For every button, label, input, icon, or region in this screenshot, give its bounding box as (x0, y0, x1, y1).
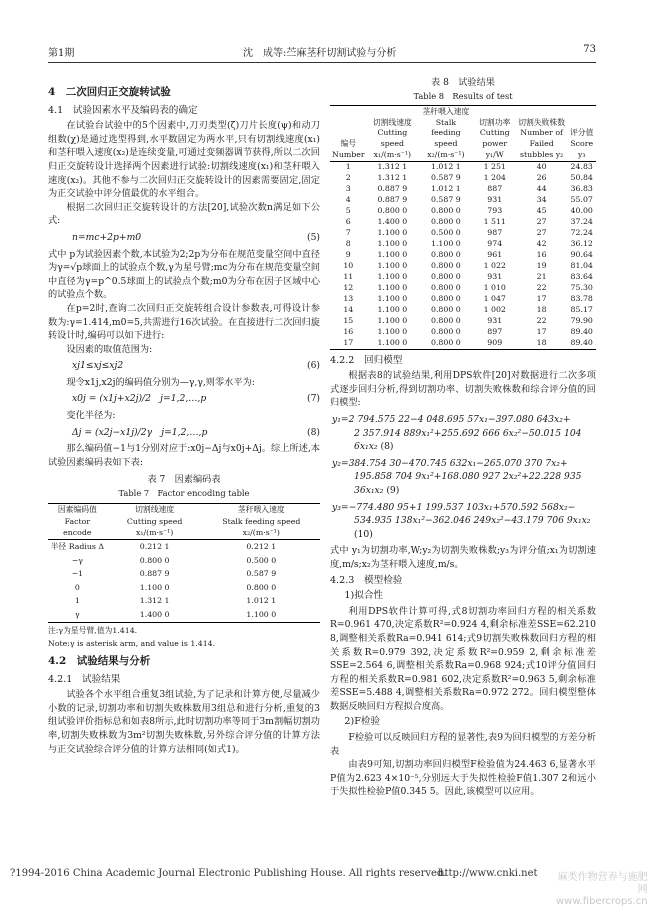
table-cell: 0.800 0 (430, 315, 461, 325)
table-row (48, 568, 320, 582)
table-row (330, 228, 596, 239)
table-cell: 931 (487, 315, 503, 325)
table-cell: 1.012 1 (430, 184, 461, 194)
table-row (330, 283, 596, 294)
table-cell: 1.100 0 (377, 239, 408, 249)
column-header: 茎秆喂入速度 (203, 503, 320, 516)
table-cell: 1 047 (483, 293, 506, 303)
table-cell: 8 (345, 239, 351, 249)
equation-9: y₁=2 794.575 22−4 048.695 57x₁−397.080 643x₂+ 2 357.914 889x₁²+255.692 666 6x₂²−50.015 104 6x₁x₂ (8) (332, 414, 582, 453)
table-cell: 24.83 (570, 162, 593, 172)
equation-11: y₃=−774.480 95+1 199.537 103x₁+570.592 568x₂− 534.935 138x₁²−362.046 249x₂²−43.179 706 9x₁x₂ (10) (332, 501, 591, 540)
table-7-caption-en: Table 7 Factor encoding table (118, 488, 250, 499)
table-row (330, 250, 596, 261)
table-cell: 55.07 (570, 195, 593, 205)
paragraph: 式中 y₁为切割功率,W;y₂为切割失败株数;y₃为评分值;x₁为切割速度,m/s;x₂为茎秆喂入速度,m/s。 (330, 545, 596, 570)
table-cell: 0.212 1 (246, 541, 277, 551)
table-row (48, 608, 320, 622)
issue-number: 第1期 (48, 48, 75, 59)
subsection-f-test-heading: 2)F检验 (344, 716, 381, 728)
table-cell: 1.100 0 (377, 228, 408, 238)
table-cell: 13 (343, 293, 354, 303)
section-4-heading: 4 二次回归正交旋转试验 (48, 86, 171, 98)
table-cell: 1.100 0 (203, 608, 320, 622)
table-cell: 22 (536, 283, 547, 292)
paragraph: 由表9可知,切割功率回归模型F检验值为24.463 6,显著水平P值为2.623 4×10⁻⁵,分别远大于失拟性检验F值1.307 2和远小于失拟性检验P值0.345 5。因此,该模型可以应用。 (330, 759, 596, 798)
column-header: 编号 Number (330, 106, 367, 162)
table-cell: 897 (487, 326, 503, 336)
table-cell: 1.312 1 (377, 162, 408, 172)
paragraph: 根据表8的试验结果,利用DPS软件[20]对数据进行二次多项式逐步回归分析,得到切割功率、切割失败株数和综合评分值的回归模型: (330, 370, 596, 409)
table-cell: 17 (536, 293, 547, 303)
table-cell: 0.800 0 (430, 293, 461, 303)
table-cell: 16 (343, 326, 354, 336)
equation-10: y₂=384.754 30−470.745 632x₁−265.070 370 7x₂+ 195.858 704 9x₁²+168.080 927 2x₂²+22.228 935 36x₁x₂ (9) (332, 457, 582, 496)
running-header (48, 44, 596, 60)
table-cell: 19 (536, 261, 547, 271)
header-rule (48, 62, 596, 63)
table-cell: 40.00 (570, 206, 593, 216)
table-cell: 1.100 0 (367, 338, 419, 349)
table-cell: 1.012 1 (246, 596, 277, 606)
equation-7: x0j = (x1j+x2j)/2 j=1,2,…,p (7) (72, 393, 320, 405)
paragraph: F检验可以反映回归方程的显著性,表9为回归模型的方差分析表 (330, 732, 596, 757)
table-cell: 1.100 0 (377, 326, 408, 336)
table-cell: 36.12 (570, 239, 593, 249)
table-cell: 931 (487, 272, 503, 282)
column-header-en: Factor encode (48, 516, 107, 540)
table-cell: 1.100 0 (377, 293, 408, 303)
table-cell: 1.100 0 (377, 315, 408, 325)
table-cell: 10 (343, 261, 354, 271)
source-url: http://www.cnki.net (438, 868, 538, 879)
table-note: 注:γ为星号臂,值为1.414. (48, 625, 138, 635)
table-7-caption: 表 7 因素编码表 (147, 474, 221, 486)
table-cell: 37.24 (570, 217, 593, 227)
section-4-2-3-heading: 4.2.3 模型检验 (330, 574, 403, 586)
column-header-en: Cutting speed x₁/(m·s⁻¹) (107, 516, 203, 540)
table-cell: 0.887 9 (377, 195, 408, 205)
table-cell: 0.800 0 (430, 283, 461, 292)
table-cell: 17 (330, 338, 367, 349)
table-row (48, 540, 320, 554)
table-cell: 15 (343, 315, 354, 325)
table-cell: 半径 Radius Δ (50, 541, 105, 551)
table-cell: 0 (74, 582, 80, 592)
table-row (330, 217, 596, 228)
table-cell: 89.40 (570, 326, 593, 336)
table-cell: −1 (71, 569, 84, 579)
column-header: 切割失败株数 Number of Failed stubbles y₂ (516, 106, 568, 162)
table-8 (330, 105, 596, 349)
table-row (330, 338, 596, 349)
table-cell: 0.800 0 (430, 217, 461, 227)
table-cell: 0.887 9 (377, 184, 408, 194)
table-cell: 1 010 (483, 283, 506, 292)
table-cell: 1.012 1 (430, 162, 461, 172)
table-cell: 1.100 0 (377, 261, 408, 271)
paragraph: 在试验台试验中的5个因素中,刀刃类型(ζ)刀片长度(ψ)和动刀组数(χ)是通过选型得到,水平数固定为两水平,只有切割线速度(x₁)和茎秆喂入速度(x₂)是连续变量,可通过变频器调节获得,所以二次回归正交旋转设计选择两个因素进行试验:切割线速度(x₁)和茎秆喂入速度(x₂)。其他不参与二次回归正交旋转设计的因素需要固定,固定为正交试验中评分值最优的水平组合。 (48, 120, 320, 200)
table-cell: 90.64 (570, 250, 593, 260)
paragraph: 现令x1j,x2j的编码值分别为—γ,γ,则零水平为: (66, 376, 255, 388)
column-header: 切割线速度 (107, 503, 203, 516)
table-cell: 4 (345, 195, 351, 205)
paragraph: 试验各个水平组合重复3组试验,为了记录和计算方便,尽量减少小数的记录,切割功率和切割失败株数用3组总和进行分析,重复的3组试验评价指标总和如表8所示,此时切割功率等同于3m割幅切割功率,切割失败株数为3m²切割失败株数,另外综合评分值的计算方法与正交试验综合评分值的计算方法相同(如式1)。 (48, 689, 320, 755)
table-cell: 0.800 0 (418, 338, 474, 349)
table-cell: 974 (487, 239, 503, 249)
table-cell: 1 (74, 596, 80, 606)
table-cell: 1 002 (483, 304, 506, 314)
table-cell: 0.500 0 (430, 228, 461, 238)
table-row (330, 206, 596, 217)
table-cell: 0.887 9 (139, 569, 170, 579)
subsection-fit-heading: 1)拟合性 (344, 590, 384, 602)
table-cell: 85.17 (570, 304, 593, 314)
table-cell: 7 (345, 228, 351, 238)
table-cell: 1 (345, 162, 351, 172)
table-cell: 27 (536, 228, 547, 238)
table-cell: 17 (536, 326, 547, 336)
section-4-2-heading: 4.2 试验结果与分析 (48, 654, 151, 667)
table-cell: 3 (345, 184, 351, 194)
paragraph: 那么编码值−1与1分别对应于:x0j−Δj与x0j+Δj。综上所述,本试验因素编码表如下表: (48, 443, 320, 468)
table-cell: 1.100 0 (377, 272, 408, 282)
table-8-caption-en: Table 8 Results of test (413, 90, 513, 101)
table-cell: 0.587 9 (430, 173, 461, 183)
table-cell: 11 (343, 272, 354, 282)
table-cell: 72.24 (570, 228, 593, 238)
column-header: 评分值 Score y₃ (567, 106, 596, 162)
table-cell: 0.800 0 (430, 206, 461, 216)
table-cell: 0.800 0 (430, 304, 461, 314)
table-row (330, 327, 596, 338)
paragraph: 在p=2时,查询二次回归正交旋转组合设计参数表,可得设计参数为:γ=1.414,m0=5,共需进行16次试验。在直接进行二次回归旋转设计时,编码可以如下进行: (48, 302, 320, 342)
table-cell: 79.90 (570, 315, 593, 325)
table-cell: 0.500 0 (246, 555, 277, 565)
table-cell: 2 (345, 173, 351, 183)
table-cell: 0.800 0 (430, 272, 461, 282)
table-note-en: Note:γ is asterisk arm, and value is 1.414. (48, 638, 216, 648)
table-cell: 887 (487, 184, 503, 194)
table-row (330, 173, 596, 184)
column-header: 因素编码值 (48, 503, 107, 516)
table-cell: 1 204 (483, 173, 506, 183)
table-cell: 909 (474, 338, 516, 349)
table-row (330, 239, 596, 250)
copyright-text: ?1994-2016 China Academic Journal Electronic Publishing House. All rights reserved. (10, 868, 447, 879)
table-cell: 1.400 0 (377, 217, 408, 227)
table-row (330, 272, 596, 283)
table-cell: 36.83 (570, 184, 593, 194)
table-7 (48, 503, 320, 623)
table-cell: 0.800 0 (139, 555, 170, 565)
table-cell: 1.100 0 (377, 250, 408, 260)
paragraph: 变化半径为: (66, 410, 116, 422)
table-cell: 14 (343, 304, 354, 314)
table-cell: 0.800 0 (377, 206, 408, 216)
table-row (330, 195, 596, 206)
table-cell: 34 (536, 195, 547, 205)
table-row (330, 162, 596, 173)
table-cell: −γ (71, 555, 83, 565)
table-cell: 81.04 (570, 261, 593, 271)
table-cell: 1.100 0 (377, 283, 408, 292)
table-cell: 27 (536, 217, 547, 227)
table-cell: 1.400 0 (107, 608, 203, 622)
right-column (330, 72, 596, 799)
table-cell: 961 (487, 250, 503, 260)
table-cell: 0.800 0 (246, 582, 277, 592)
table-row (330, 305, 596, 316)
page-number: 73 (583, 44, 596, 55)
watermark: 麻类作物营养与施肥网 www.fibercrops.cn (556, 872, 648, 907)
equation-8: Δj = (x2j−x1j)/2γ j=1,2,…,p (8) (72, 426, 320, 438)
table-cell: 5 (345, 206, 351, 216)
table-cell: 0.587 9 (246, 569, 277, 579)
table-row (330, 184, 596, 195)
table-row (330, 261, 596, 272)
table-cell: γ (48, 608, 107, 622)
table-cell: 50.84 (570, 173, 593, 183)
table-cell: 45 (536, 206, 547, 216)
table-cell: 9 (345, 250, 351, 260)
column-header-en: Stalk feeding speed x₂/(m·s⁻¹) (203, 516, 320, 540)
column-header: 茎秆喂入速度 Stalk feeding speed x₂/(m·s⁻¹) (418, 106, 474, 162)
table-cell: 1.100 0 (139, 582, 170, 592)
table-row (330, 316, 596, 327)
table-cell: 1 022 (483, 261, 506, 271)
table-cell: 1 251 (483, 162, 506, 172)
table-cell: 1.100 0 (377, 304, 408, 314)
section-4-1-heading: 4.1 试验因素水平及编码表的确定 (48, 104, 198, 116)
column-header: 切割线速度 Cutting speed x₁/(m·s⁻¹) (367, 106, 419, 162)
table-cell: 1 511 (483, 217, 506, 227)
table-cell: 40 (536, 162, 547, 172)
table-cell: 0.800 0 (430, 261, 461, 271)
section-4-2-1-heading: 4.2.1 试验结果 (48, 673, 121, 685)
table-cell: 6 (345, 217, 351, 227)
equation-6: xj1≤xj≤xj2 (6) (72, 360, 320, 372)
table-row (48, 595, 320, 609)
table-cell: 18 (516, 338, 568, 349)
table-cell: 931 (487, 195, 503, 205)
table-cell: 16 (536, 250, 547, 260)
table-cell: 1.100 0 (430, 239, 461, 249)
table-cell: 12 (343, 283, 354, 292)
table-cell: 75.30 (570, 283, 593, 292)
table-row (330, 294, 596, 305)
section-4-2-2-heading: 4.2.2 回归模型 (330, 354, 403, 366)
table-cell: 0.212 1 (139, 541, 170, 551)
table-cell: 83.78 (570, 293, 593, 303)
table-cell: 0.587 9 (430, 195, 461, 205)
equation-5: n=mc+2p+m0 (5) (72, 231, 320, 243)
table-cell: 44 (536, 184, 547, 194)
table-row (48, 581, 320, 595)
table-cell: 26 (536, 173, 547, 183)
left-column (48, 80, 320, 756)
table-cell: 83.64 (570, 272, 593, 282)
table-cell: 42 (536, 239, 547, 249)
running-title: 沈 成等:苎麻茎秆切割试验与分析 (243, 48, 397, 59)
table-cell: 793 (487, 206, 503, 216)
table-cell: 18 (536, 304, 547, 314)
table-cell: 1.312 1 (377, 173, 408, 183)
table-cell: 22 (536, 315, 547, 325)
table-cell: 0.800 0 (430, 250, 461, 260)
table-cell: 987 (487, 228, 503, 238)
table-cell: 0.800 0 (430, 326, 461, 336)
table-cell: 21 (536, 272, 547, 282)
table-cell: 89.40 (567, 338, 596, 349)
paragraph: 设因素的取值范围为: (66, 343, 153, 355)
column-header: 切割功率 Cutting power y₁/W (474, 106, 516, 162)
table-row (48, 554, 320, 568)
paragraph: 利用DPS软件计算可得,式8切割功率回归方程的相关系数R=0.961 470,决定系数R²=0.924 4,剩余标准差SSE=62.210 8,调整相关系数Ra=0.941 614;式9切割失败株数回归方程的相关系数R=0.979 392,决定系数R²=0.959 2,剩余标准差SSE=2.564 6,调整相关系数Ra=0.968 924;式10评分值回归方程的相关系数R=0.981 602,决定系数R²=0.963 5,剩余标准差SSE=5.488 4,调整相关系数Ra=0.972 272。回归模型整体数据反映回归方程拟合度高。 (330, 605, 596, 712)
paragraph: 式中 p为试验因素个数,本试验为2;2p为分布在规范变量空间中直径为γ=√p球面上的试验点个数,γ为星号臂;mc为分布在规范变量空间中直径为γ=p^0.5球面上的试验点个数;m0为分布在因子区域中心的试验点个数。 (48, 248, 320, 301)
table-8-caption: 表 8 试验结果 (431, 77, 495, 88)
table-cell: 1.312 1 (139, 596, 170, 606)
paragraph: 根据二次回归正交旋转设计的方法[20],试验次数n满足如下公式: (48, 201, 320, 227)
